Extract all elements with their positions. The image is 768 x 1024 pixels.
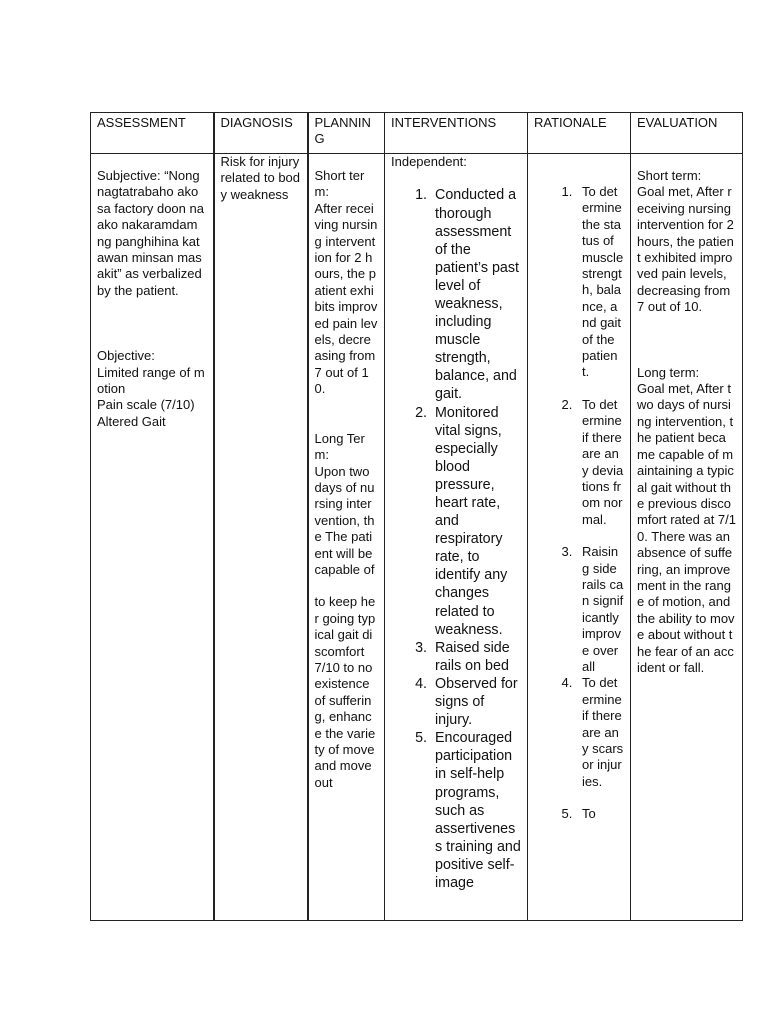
planning-long-text-continued: 7/10 to no existence of suffering, enhance the variety of move and move out <box>314 659 376 790</box>
evaluation-long-title: Long term: <box>637 364 700 380</box>
header-evaluation: EVALUATION <box>631 113 743 154</box>
planning-long-title: Long Term: <box>314 430 365 463</box>
rationale-item: 3. Raising side rails can significantly improve overall <box>576 544 624 675</box>
evaluation-cell <box>631 154 743 921</box>
objective-title: Objective: <box>97 348 155 364</box>
intervention-item: 2. Monitored vital signs, especially blood pressure, heart rate, and respiratory rate, to identify any changes related to weakness. <box>431 404 521 639</box>
intervention-item: 1. Conducted a thorough assessment of the patient’s past level of weakness, including muscle strength, balance, and gait. <box>431 186 521 403</box>
content-row <box>91 154 743 921</box>
diagnosis-cell <box>214 154 308 921</box>
evaluation-short-text: Goal met, After receiving nursing intervention for 2 hours, the patient exhibited improved pain levels, decreasing from 7 out of 10. <box>637 184 734 315</box>
intervention-item: 4. Observed for signs of injury. <box>431 675 521 729</box>
intervention-item: 5. Encouraged participation in self-help programs, such as assertiveness training and positive self- image <box>431 729 521 892</box>
objective-item: Altered Gait <box>97 413 166 429</box>
planning-short-text: After receiving nursing intervention for 2 hours, the patient exhibits improved pain levels, decreasing from 7 out of 10. <box>314 200 378 397</box>
rationale-item: 5. To <box>576 806 624 822</box>
objective-item: Limited range of motion <box>97 364 205 397</box>
rationale-cell <box>528 154 631 921</box>
objective-item: Pain scale (7/10) <box>97 397 195 413</box>
planning-short-title: Short term: <box>314 168 365 200</box>
planning-long-text-continued: to keep her going typical gait discomfort <box>314 594 376 659</box>
interventions-cell <box>385 154 528 921</box>
nursing-care-plan-table <box>90 112 743 921</box>
header-diagnosis: DIAGNOSIS <box>214 113 308 154</box>
assessment-cell <box>91 154 214 921</box>
header-assessment: ASSESSMENT <box>91 113 214 154</box>
interventions-intro: Independent: <box>391 154 467 169</box>
header-rationale: RATIONALE <box>528 113 631 154</box>
evaluation-short-title: Short term: <box>637 168 702 183</box>
rationale-item: 1. To determine the status of muscle strength, balance, and gait of the patient. <box>576 184 624 381</box>
diagnosis-text: Risk for injury related to body weakness <box>220 154 301 202</box>
rationale-item: 2. To determine if there are any deviations from normal. <box>576 397 624 528</box>
header-row <box>91 113 743 154</box>
planning-long-text: Upon two days of nursing intervention, the The patient will be capable of <box>314 463 375 577</box>
rationale-list <box>534 184 624 823</box>
planning-cell <box>308 154 385 921</box>
header-planning: PLANNING <box>308 113 385 154</box>
evaluation-long-text: Goal met, After two days of nursing intervention, the patient became capable of maintaining a typical gait without the previous discomfort rated at 7/10. There was an absence of suffering, an improvement in the range of motion, and the ability to move about without the fear of an accident or fall. <box>637 381 736 675</box>
header-interventions: INTERVENTIONS <box>385 113 528 154</box>
interventions-list <box>391 186 521 892</box>
rationale-item: 4. To determine if there are any scars or injuries. <box>576 675 624 790</box>
subjective-text: Subjective: “Nong nagtatrabaho ako sa factory doon na ako nakaramdam ng panghihina katawan minsan masakit” as verbalized by the patient. <box>97 168 204 298</box>
intervention-item: 3. Raised side rails on bed <box>431 639 521 675</box>
